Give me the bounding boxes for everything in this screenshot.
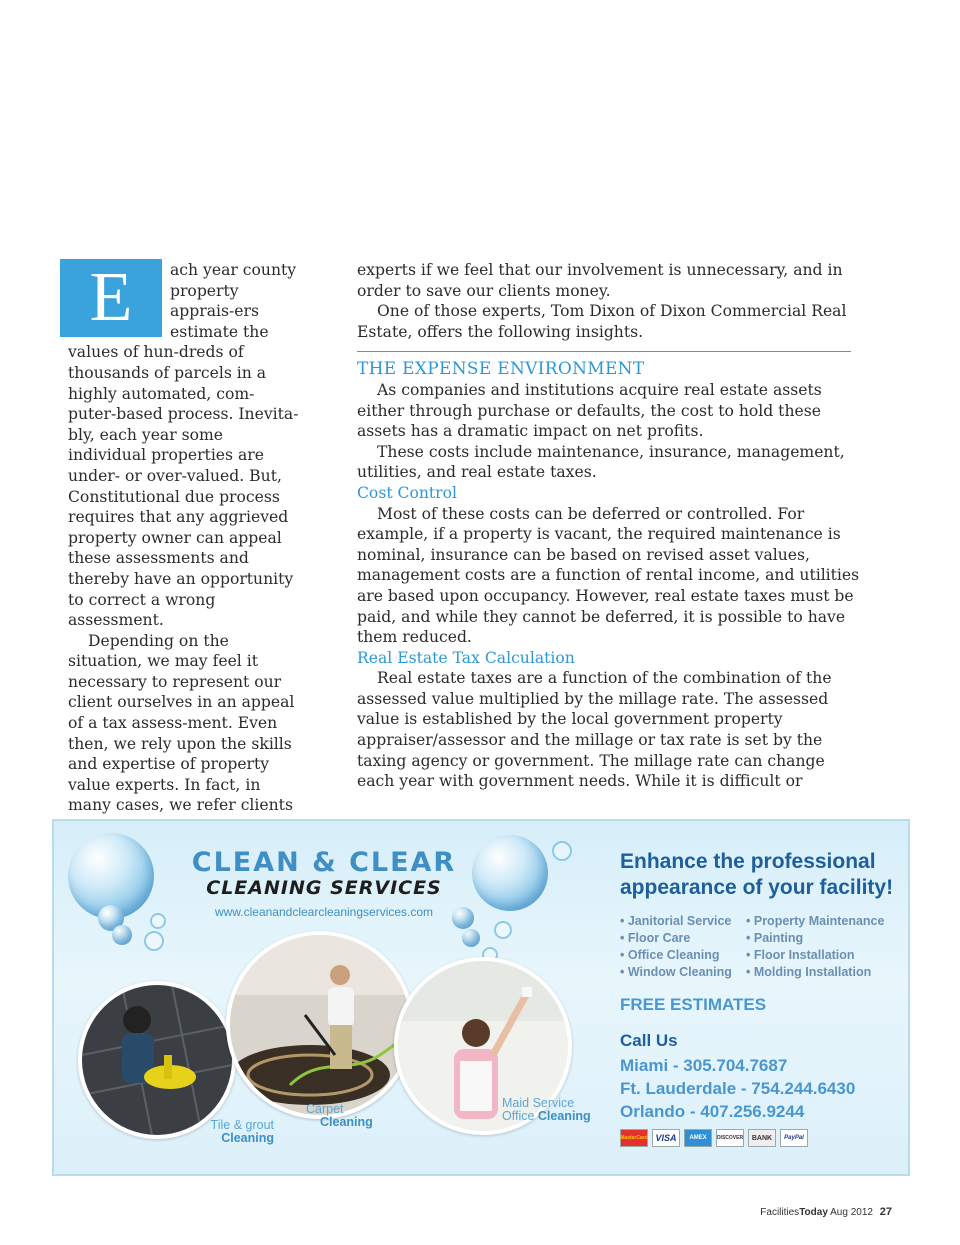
paypal-icon: PayPal: [780, 1129, 808, 1147]
ad-headline: Enhance the professional appearance of your facility!: [620, 850, 894, 899]
caption-tile: [210, 1119, 274, 1145]
article-column-2: [357, 260, 863, 792]
bubble-decoration: [150, 913, 166, 929]
bubble-decoration: [112, 925, 132, 945]
phone-ft-lauderdale[interactable]: Ft. Lauderdale - 754.244.6430: [620, 1079, 856, 1098]
bubble-decoration: [472, 835, 548, 911]
caption-maid: [502, 1097, 591, 1123]
visa-icon: VISA: [652, 1129, 680, 1147]
bank-icon: BANK: [748, 1129, 776, 1147]
service-item: • Painting: [746, 930, 884, 947]
col2-paragraph-3: As companies and institutions acquire real estate assets either through purchase or defaults, the cost to hold these assets has a dramatic impact on net profits.: [357, 380, 822, 441]
services-list-right: [746, 913, 884, 981]
caption-maid-line2: Cleaning: [537, 1109, 591, 1123]
service-item: • Janitorial Service: [620, 913, 732, 930]
free-estimates: FREE ESTIMATES: [620, 995, 767, 1014]
caption-carpet-line1: Carpet: [306, 1102, 344, 1116]
caption-tile-line2: Cleaning: [221, 1131, 274, 1145]
caption-maid-line1: Maid Service: [502, 1096, 575, 1110]
article-column-1: [68, 260, 300, 837]
page-footer: [760, 1206, 892, 1218]
caption-maid-office: Office: [502, 1109, 538, 1123]
phone-orlando[interactable]: Orlando - 407.256.9244: [620, 1102, 805, 1121]
publication-name-b: Today: [799, 1207, 828, 1218]
drop-cap: E: [60, 259, 162, 337]
section-heading: THE EXPENSE ENVIRONMENT: [357, 359, 645, 380]
mastercard-icon: MasterCard: [620, 1129, 648, 1147]
subheading-cost-control: Cost Control: [357, 483, 458, 502]
col1-paragraph-2: Depending on the situation, we may feel it necessary to represent our client ourselves in an appeal of a tax assess-ment. Even then, we rely upon the skills and expertise of property value experts. In fact, in many cases, we refer clients: [68, 631, 295, 815]
col1-paragraph-1: ach year county property apprais-ers estimate the values of hun-dreds of thousands of parcels in a highly automated, com-puter-based process. Inevita-bly, each year some individual properties are under- or over-valued. But, Constitutional due process requires that any aggrieved property owner can appeal these assessments and thereby have an opportunity to correct a wrong assessment.: [68, 261, 299, 630]
bubble-decoration: [462, 929, 480, 947]
photo-carpet-cleaning: [226, 931, 414, 1119]
bubble-decoration: [552, 841, 572, 861]
caption-carpet: [306, 1103, 373, 1129]
col2-paragraph-2: One of those experts, Tom Dixon of Dixon Commercial Real Estate, offers the following insights.: [357, 302, 847, 341]
advertisement[interactable]: [52, 819, 910, 1176]
call-us: Call Us: [620, 1031, 678, 1050]
col2-paragraph-6: Real estate taxes are a function of the combination of the assessed value multiplied by the millage rate. The assessed value is established by the local government property appraiser/assessor and the millage or tax rate is set by the taxing agency or government. The millage rate can change each year with government needs. While it is difficult or: [357, 669, 832, 791]
services-list-left: [620, 913, 732, 981]
page-number: 27: [879, 1206, 892, 1218]
caption-tile-line1: Tile & grout: [210, 1118, 274, 1132]
discover-icon: DISCOVER: [716, 1129, 744, 1147]
publication-name-a: Facilities: [760, 1207, 800, 1218]
col2-paragraph-1: experts if we feel that our involvement is unnecessary, and in order to save our clients money.: [357, 261, 843, 300]
service-item: • Window Cleaning: [620, 964, 732, 981]
col2-paragraph-5: Most of these costs can be deferred or controlled. For example, if a property is vacant, the required maintenance is nominal, insurance can be based on revised asset values, management costs are a function of rental income, and utilities are based upon occupancy. However, real estate taxes must be paid, and while they cannot be deferred, it is possible to have them reduced.: [357, 504, 860, 647]
col2-paragraph-4: These costs include maintenance, insurance, management, utilities, and real estate taxes.: [357, 442, 845, 482]
brand-url[interactable]: www.cleanandclearcleaningservices.com: [214, 905, 434, 919]
payment-cards: [620, 1129, 808, 1147]
bubble-decoration: [144, 931, 164, 951]
service-item: • Property Maintenance: [746, 913, 884, 930]
amex-icon: AMEX: [684, 1129, 712, 1147]
subheading-tax-calculation: Real Estate Tax Calculation: [357, 648, 575, 667]
brand-name: CLEAN & CLEAR: [191, 847, 457, 878]
service-item: • Floor Installation: [746, 947, 884, 964]
section-divider: [357, 351, 851, 352]
photo-tile-cleaning: [78, 981, 236, 1139]
issue-date: Aug 2012: [830, 1207, 873, 1218]
caption-carpet-line2: Cleaning: [320, 1115, 373, 1129]
bubble-decoration: [494, 921, 512, 939]
brand-tagline: CLEANING SERVICES: [206, 877, 442, 899]
service-item: • Office Cleaning: [620, 947, 732, 964]
phone-miami[interactable]: Miami - 305.704.7687: [620, 1056, 788, 1075]
service-item: • Floor Care: [620, 930, 732, 947]
phone-list: [620, 1054, 855, 1123]
service-item: • Molding Installation: [746, 964, 884, 981]
